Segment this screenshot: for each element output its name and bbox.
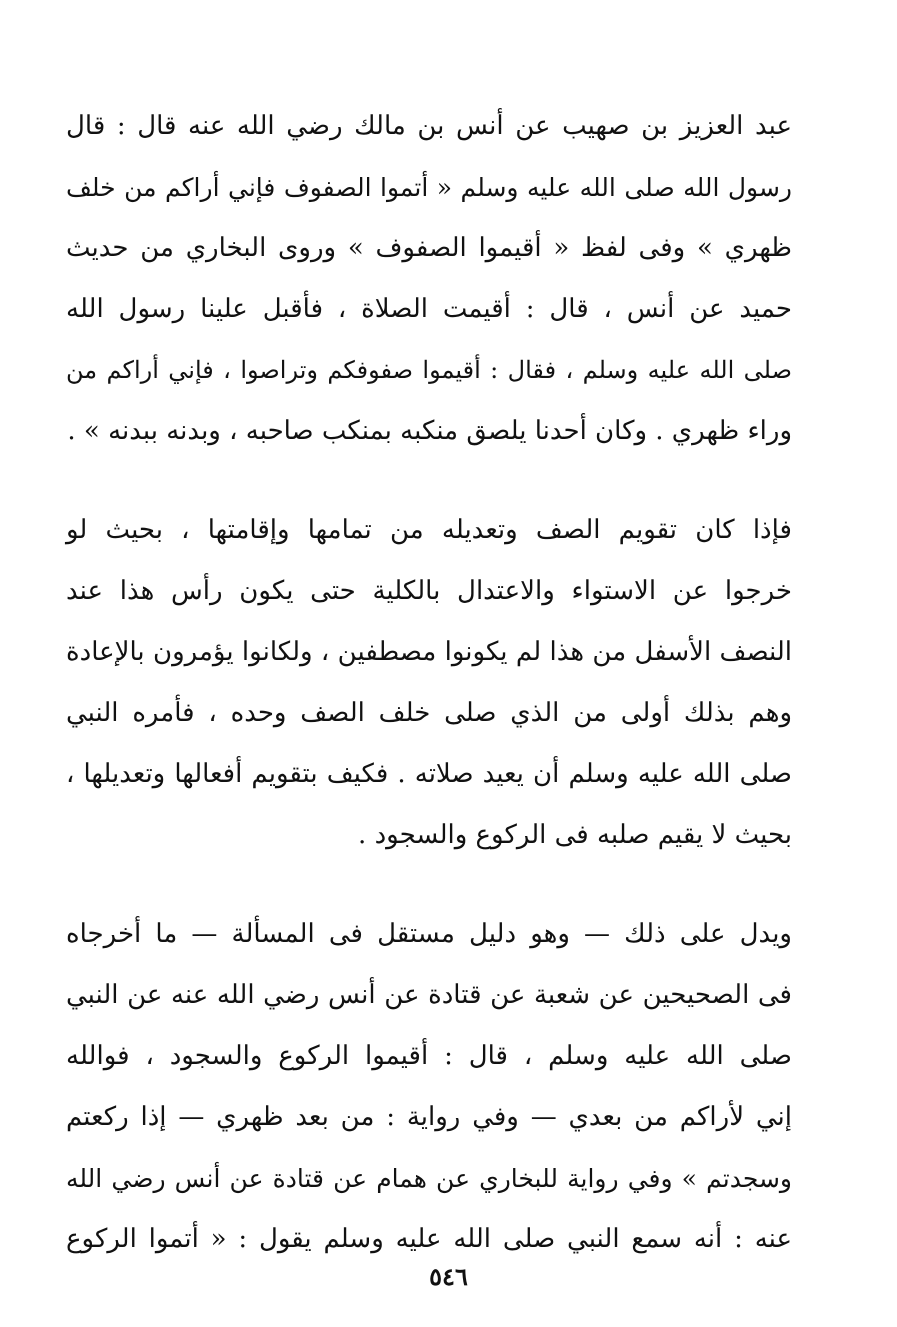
text-line: النصف الأسفل من هذا لم يكونوا مصطفين ، ولكانوا يؤمرون بالإعادة — [66, 637, 792, 667]
page-number: ٥٤٦ — [429, 1262, 468, 1291]
text-line: فى الصحيحين عن شعبة عن قتادة عن أنس رضي الله عنه عن النبي — [66, 980, 792, 1010]
text-line: وسجدتم » وفي رواية للبخاري عن همام عن قتادة عن أنس رضي الله — [66, 1164, 792, 1193]
paragraph-2 — [66, 500, 792, 866]
document-page — [66, 96, 792, 1270]
paragraph-gap — [66, 462, 792, 500]
text-line: وهم بذلك أولى من الذي صلى خلف الصف وحده ، فأمره النبي — [66, 698, 792, 728]
text-line: فإذا كان تقويم الصف وتعديله من تمامها وإقامتها ، بحيث لو — [66, 515, 792, 545]
text-line: بحيث لا يقيم صلبه فى الركوع والسجود . — [358, 820, 792, 850]
text-line: ظهري » وفى لفظ « أقيموا الصفوف » وروى البخاري من حديث — [66, 233, 792, 263]
text-line: إني لأراكم من بعدي — وفي رواية : من بعد ظهري — إذا ركعتم — [66, 1102, 792, 1132]
text-line: ويدل على ذلك — وهو دليل مستقل فى المسألة — ما أخرجاه — [66, 919, 792, 949]
text-line: خرجوا عن الاستواء والاعتدال بالكلية حتى يكون رأس هذا عند — [66, 576, 792, 606]
text-line: عبد العزيز بن صهيب عن أنس بن مالك رضي الله عنه قال : قال — [66, 111, 792, 141]
text-line: حميد عن أنس ، قال : أقيمت الصلاة ، فأقبل علينا رسول الله — [66, 294, 792, 324]
text-line: صلى الله عليه وسلم ، فقال : أقيموا صفوفكم وتراصوا ، فإني أراكم من — [66, 356, 792, 384]
paragraph-1 — [66, 96, 792, 462]
text-line: صلى الله عليه وسلم ، قال : أقيموا الركوع والسجود ، فوالله — [66, 1041, 792, 1071]
text-line: صلى الله عليه وسلم أن يعيد صلاته . فكيف بتقويم أفعالها وتعديلها ، — [66, 759, 792, 789]
paragraph-gap — [66, 866, 792, 904]
text-line: رسول الله صلى الله عليه وسلم « أتموا الصفوف فإني أراكم من خلف — [66, 173, 792, 202]
paragraph-3 — [66, 904, 792, 1270]
text-line: وراء ظهري . وكان أحدنا يلصق منكبه بمنكب صاحبه ، وبدنه ببدنه » . — [67, 416, 792, 446]
text-line: عنه : أنه سمع النبي صلى الله عليه وسلم يقول : « أتموا الركوع — [66, 1224, 792, 1254]
